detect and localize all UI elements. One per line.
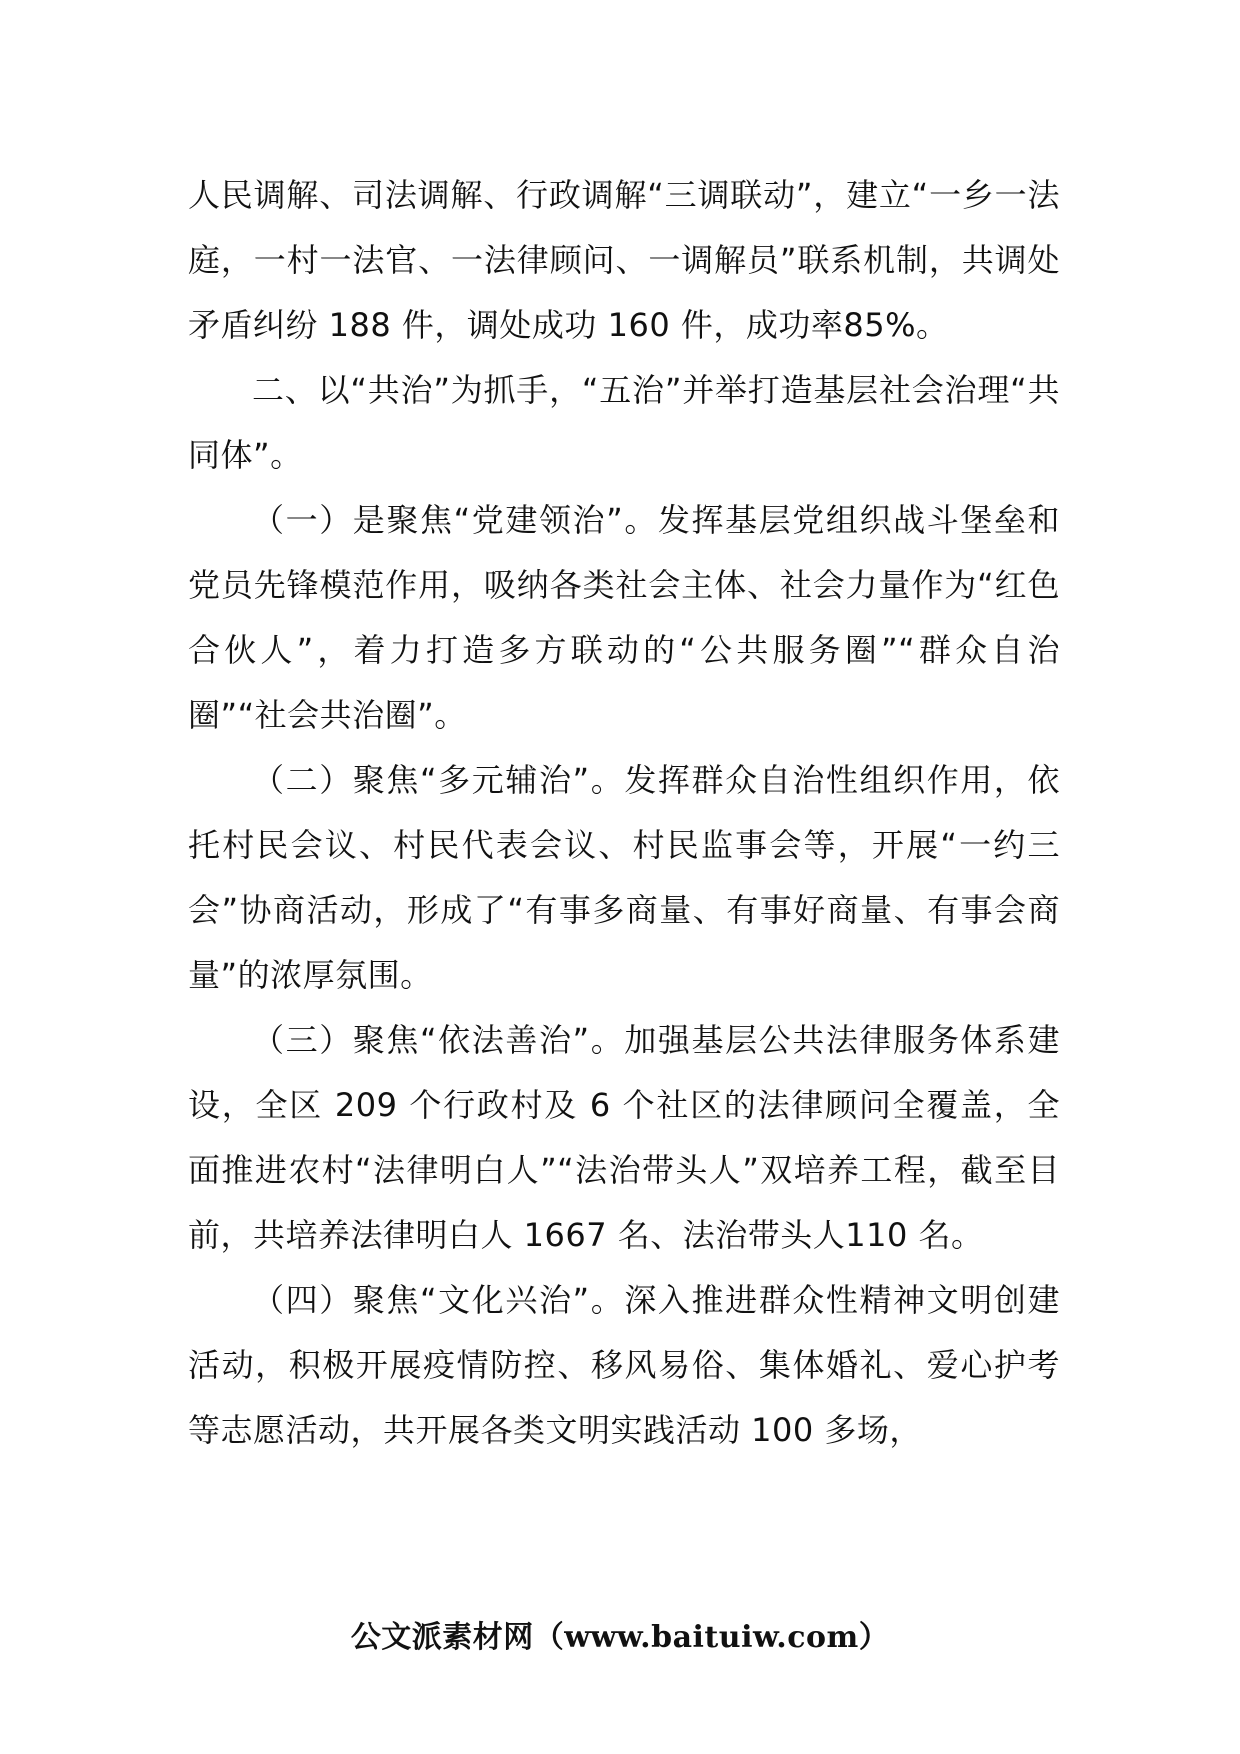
paragraph-continuation: 人民调解、司法调解、行政调解“三调联动”，建立“一乡一法庭，一村一法官、一法律顾问、一调解员”联系机制，共调处矛盾纠纷 188 件，调处成功 160 件，成功率85%。: [188, 176, 1060, 344]
document-body: [188, 163, 1060, 1463]
paragraph-item-1: （一）是聚焦“党建领治”。发挥基层党组织战斗堡垒和党员先锋模范作用，吸纳各类社会主体、社会力量作为“红色合伙人”，着力打造多方联动的“公共服务圈”“群众自治圈”“社会共治圈”。: [188, 501, 1060, 734]
paragraph-item-3: （三）聚焦“依法善治”。加强基层公共法律服务体系建设，全区 209 个行政村及 6 个社区的法律顾问全覆盖，全面推进农村“法律明白人”“法治带头人”双培养工程，截至目前，共培养法律明白人 1667 名、法治带头人110 名。: [188, 1021, 1060, 1254]
section-heading-2: 二、以“共治”为抓手，“五治”并举打造基层社会治理“共同体”。: [188, 371, 1060, 474]
paragraph-item-4: （四）聚焦“文化兴治”。深入推进群众性精神文明创建活动，积极开展疫情防控、移风易俗、集体婚礼、爱心护考等志愿活动，共开展各类文明实践活动 100 多场，: [188, 1281, 1060, 1449]
page-footer-watermark: 公文派素材网（www.baituiw.com）: [350, 1620, 890, 1655]
paragraph-item-2: （二）聚焦“多元辅治”。发挥群众自治性组织作用，依托村民会议、村民代表会议、村民监事会等，开展“一约三会”协商活动，形成了“有事多商量、有事好商量、有事会商量”的浓厚氛围。: [188, 761, 1060, 994]
